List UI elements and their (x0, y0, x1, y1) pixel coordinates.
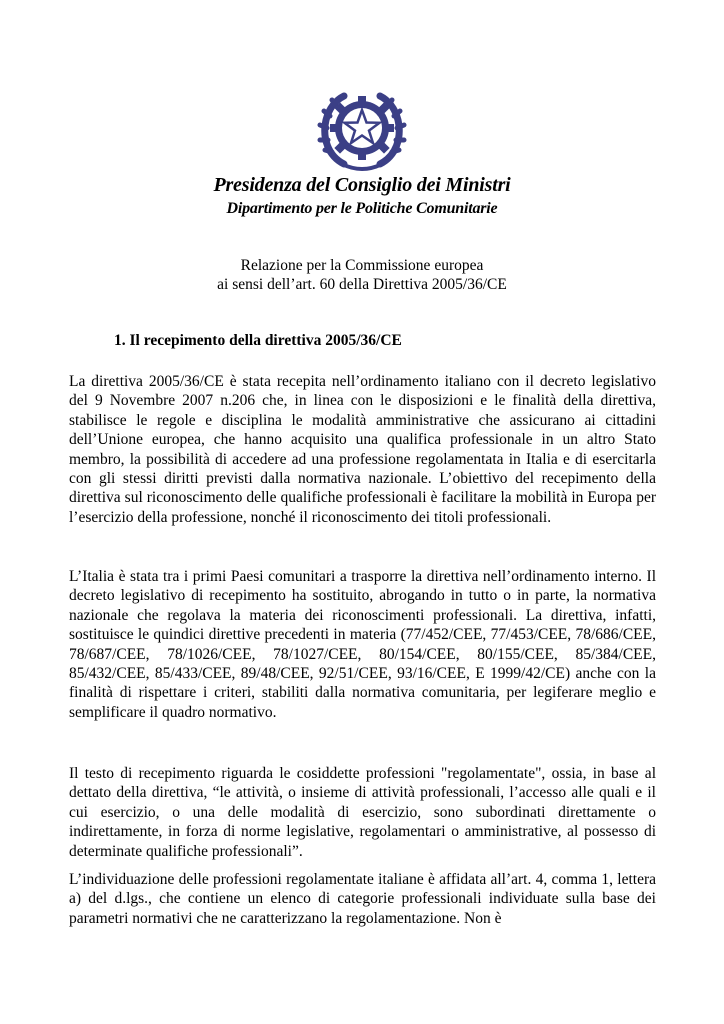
report-heading-line-2: ai sensi dell’art. 60 della Direttiva 2005/36/CE (217, 276, 507, 293)
org-subtitle: Dipartimento per le Politiche Comunitarie (226, 200, 498, 217)
paragraph: L’individuazione delle professioni regolamentate italiane è affidata all’art. 4, comma 1, lettera a) del d.lgs., che contiene un elenco di categorie professionali individuate sulla base dei parametri normativi che ne caratterizzano la regolamentazione. Non è (69, 871, 656, 927)
org-title: Presidenza del Consiglio dei Ministri (213, 174, 511, 196)
paragraph: La direttiva 2005/36/CE è stata recepita nell’ordinamento italiano con il decreto legislativo del 9 Novembre 2007 n.206 che, in linea con le disposizioni e le finalità della direttiva, stabilisce le regole e disciplina le modalità amministrative che assicurano ai cittadini dell’Unione europea, che hanno acquisito una qualifica professionale in un altro Stato membro, la possibilità di accedere ad una professione regolamentata in Italia e di esercitarla con gli stessi diritti previsti dalla normativa nazionale. L’obiettivo del recepimento della direttiva sul riconoscimento delle qualifiche professionali è facilitare la mobilità in Europa per l’esercizio della professione, nonché il riconoscimento dei titoli professionali. (69, 373, 656, 526)
report-heading (0, 256, 724, 294)
report-heading-line-1: Relazione per la Commissione europea (240, 257, 484, 274)
section-title: 1. Il recepimento della direttiva 2005/36/CE (114, 332, 402, 349)
paragraph: Il testo di recepimento riguarda le cosiddette professioni "regolamentate", ossia, in base al dettato della direttiva, “le attività, o insieme di attività professionali, l’accesso alle quali e il cui esercizio, o una delle modalità di esercizio, sono subordinati direttamente o indirettamente, in forza di norme legislative, regolamentari o amministrative, al possesso di determinate qualifiche professionali”. (69, 765, 656, 860)
paragraph: L’Italia è stata tra i primi Paesi comunitari a trasporre la direttiva nell’ordinamento interno. Il decreto legislativo di recepimento ha sostituito, abrogando in tutto o in parte, la normativa nazionale che regolava la materia dei riconoscimenti professionali. La direttiva, infatti, sostituisce le quindici direttive precedenti in materia (77/452/CEE, 77/453/CEE, 78/686/CEE, 78/687/CEE, 78/1026/CEE, 78/1027/CEE, 80/154/CEE, 80/155/CEE, 85/384/CEE, 85/432/CEE, 85/433/CEE, 89/48/CEE, 92/51/CEE, 93/16/CEE, E 1999/42/CE) anche con la finalità di rispettare i criteri, stabiliti dalla normativa comunitaria, per legiferare meglio e semplificare il quadro normativo. (69, 568, 656, 721)
italian-republic-emblem-icon (314, 86, 410, 174)
